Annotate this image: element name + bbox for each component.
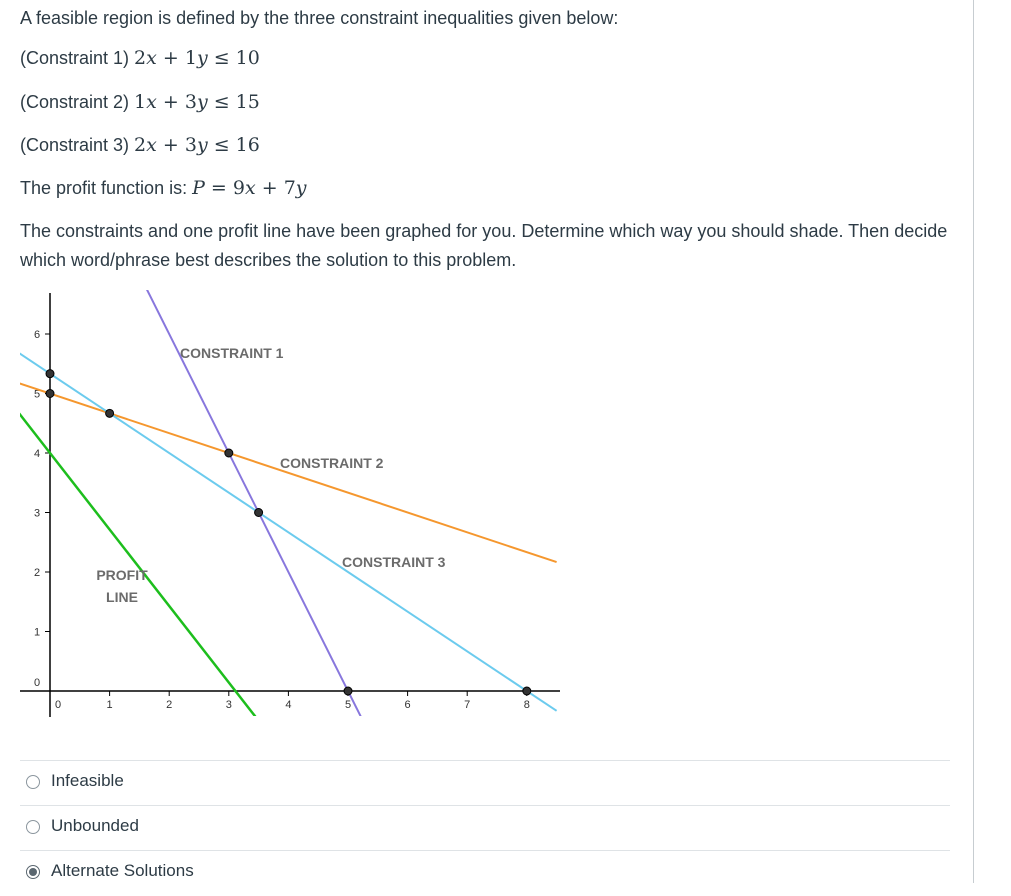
y-tick-label: 2 <box>33 567 41 579</box>
x-tick-label: 8 <box>523 699 530 711</box>
answer-option-alternate-solutions[interactable] <box>20 850 950 896</box>
profit-line-label: PROFIT <box>96 567 148 583</box>
answer-label: Alternate Solutions <box>51 861 194 880</box>
constraint-1-line <box>14 285 556 720</box>
intersection-point <box>225 449 233 457</box>
intersection-point <box>344 687 352 695</box>
x-tick-label: 0 <box>54 699 62 711</box>
answer-option-unbounded[interactable] <box>20 805 950 851</box>
intersection-point <box>106 409 114 417</box>
constraint-2-line <box>14 382 556 562</box>
radio-unbounded[interactable] <box>26 820 40 834</box>
content-divider <box>973 0 974 883</box>
x-tick-label: 1 <box>106 699 113 711</box>
y-tick-label: 4 <box>33 448 41 460</box>
y-tick-label: 6 <box>33 329 41 341</box>
x-tick-label: 5 <box>344 699 352 711</box>
x-tick-label: 2 <box>166 699 173 711</box>
x-tick-label: 6 <box>404 699 411 711</box>
intersection-point <box>523 687 531 695</box>
profit-line-label: LINE <box>106 589 138 605</box>
constraint-1-line-label: CONSTRAINT 1 <box>180 345 284 361</box>
constraint-2-text: (Constraint 2) 1x + 3y ≤ 15 <box>20 91 260 113</box>
lp-graph <box>0 285 580 720</box>
y-tick-label: 0 <box>33 677 41 689</box>
y-tick-label: 1 <box>33 626 41 639</box>
intersection-point <box>46 390 54 398</box>
intersection-point <box>46 370 54 378</box>
x-tick-label: 3 <box>225 699 232 711</box>
x-tick-label: 4 <box>285 699 292 711</box>
constraint-2-line-label: CONSTRAINT 2 <box>280 455 384 471</box>
constraint-3-line-label: CONSTRAINT 3 <box>342 554 446 570</box>
x-tick-label: 7 <box>464 699 471 711</box>
constraint-3-line <box>14 350 556 711</box>
radio-alternate-solutions[interactable] <box>26 865 40 879</box>
radio-infeasible[interactable] <box>26 775 40 789</box>
profit-function-text: The profit function is: P = 9x + 7y <box>20 177 307 199</box>
answer-label: Infeasible <box>51 771 124 790</box>
y-tick-label: 3 <box>33 507 41 520</box>
constraint-3-text: (Constraint 3) 2x + 3y ≤ 16 <box>20 134 260 156</box>
intersection-point <box>255 509 263 517</box>
constraint-1-text: (Constraint 1) 2x + 1y ≤ 10 <box>20 47 260 69</box>
instructions-text: The constraints and one profit line have been graphed for you. Determine which way you should shade. Then decide which word/phrase best describes the solution to this problem. <box>20 221 948 270</box>
answer-option-infeasible[interactable] <box>20 760 950 806</box>
y-tick-label: 5 <box>33 388 41 401</box>
answer-label: Unbounded <box>51 816 139 835</box>
question-intro: A feasible region is defined by the three constraint inequalities given below: <box>20 8 619 28</box>
